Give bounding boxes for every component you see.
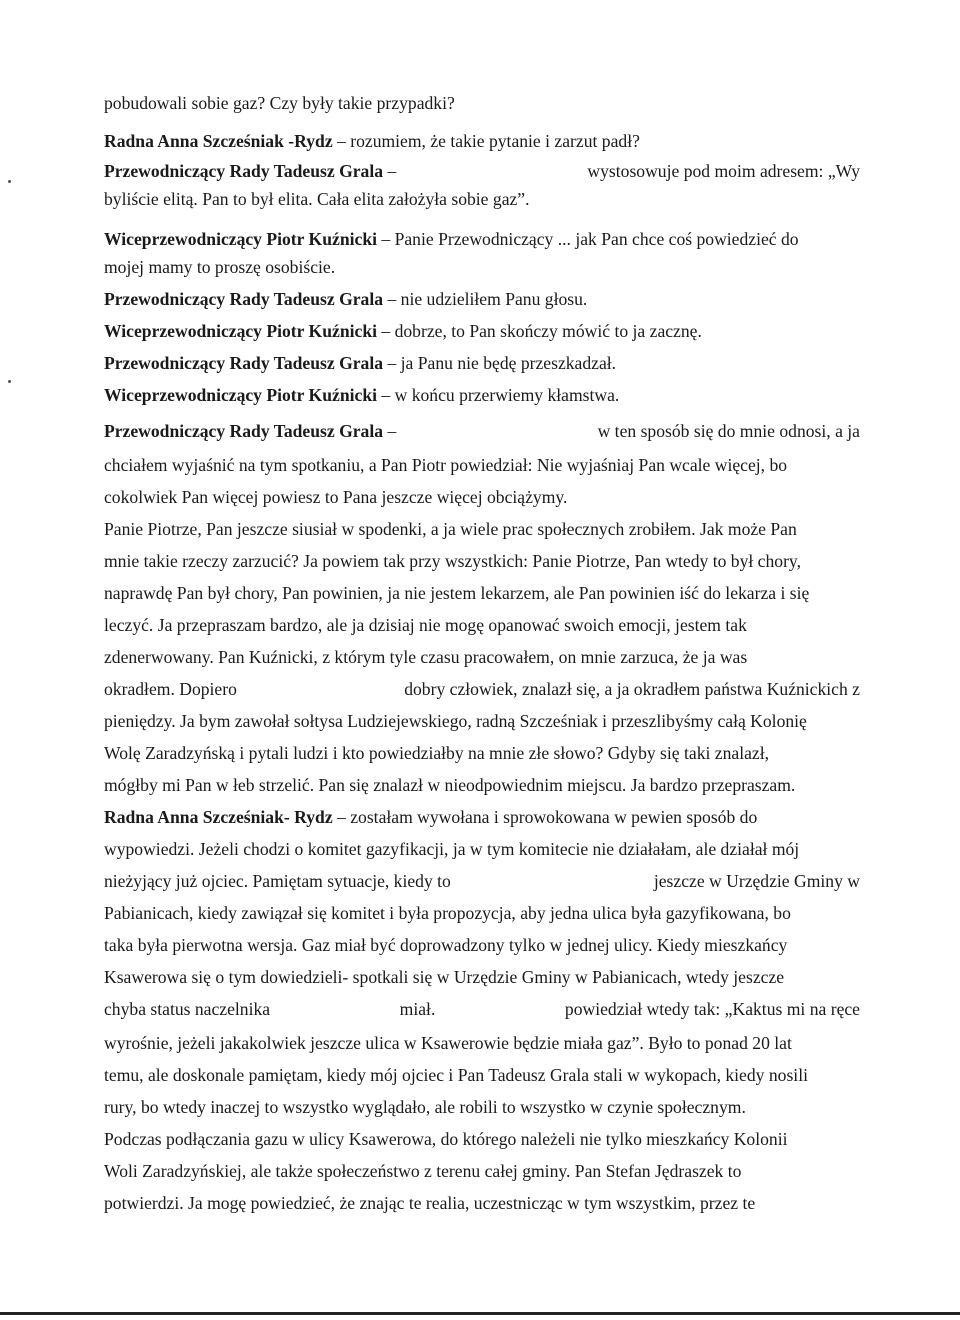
text-line — [104, 518, 860, 540]
speaker-name: Radna Anna Szcześniak- Rydz — [104, 807, 338, 827]
line-text: Wolę Zaradzyńską i pytali ludzi i kto powiedziałby na mnie złe słowo? Gdyby się taki znalazł, — [104, 743, 769, 763]
line-text: chciałem wyjaśnić na tym spotkaniu, a Pan Piotr powiedział: Nie wyjaśniaj Pan wcale więcej, bo — [104, 455, 788, 475]
line-text: mnie takie rzeczy zarzucić? Ja powiem tak przy wszystkich: Panie Piotrze, Pan wtedy to był chory, — [104, 551, 801, 571]
line-text: Ksawerowa się o tym dowiedzieli- spotkali się w Urzędzie Gminy w Pabianicach, wtedy jeszcze — [104, 967, 785, 987]
text-line — [104, 454, 860, 476]
text-line — [104, 320, 860, 342]
speaker-name: Przewodniczący Rady Tadeusz Grala — [104, 161, 388, 181]
line-segment: wystosowuje pod moim adresem: „Wy — [587, 161, 860, 181]
line-text: byliście elitą. Pan to był elita. Cała elita założyła sobie gaz”. — [104, 189, 530, 209]
line-segment: dobry człowiek, znalazł się, a ja okradłem państwa Kuźnickich z — [404, 679, 860, 699]
text-line — [104, 870, 860, 892]
line-text: zdenerwowany. Pan Kuźnicki, z którym tyle czasu pracowałem, on mnie zarzuca, że ja was — [104, 647, 748, 667]
line-segment: nieżyjący już ojciec. Pamiętam sytuacje, kiedy to — [104, 871, 451, 891]
line-text: Podczas podłączania gazu w ulicy Ksawerowa, do którego należeli nie tylko mieszkańcy Kolonii — [104, 1129, 788, 1149]
line-text: Panie Piotrze, Pan jeszcze siusiał w spodenki, a ja wiele prac społecznych zrobiłem. Jak może Pan — [104, 519, 797, 539]
text-line — [104, 1096, 860, 1118]
speaker-name: Radna Anna Szcześniak -Rydz — [104, 131, 338, 151]
text-line — [104, 288, 860, 310]
line-text: – w końcu przerwiemy kłamstwa. — [381, 385, 620, 405]
text-line — [104, 998, 860, 1020]
line-text: pobudowali sobie gaz? Czy były takie przypadki? — [104, 93, 455, 113]
line-segment: jeszcze w Urzędzie Gminy w — [653, 871, 860, 891]
speaker-name: Wiceprzewodniczący Piotr Kuźnicki — [104, 321, 382, 341]
text-line — [104, 92, 860, 114]
text-line — [104, 934, 860, 956]
text-line — [104, 1064, 860, 1086]
line-segment: chyba status naczelnika — [104, 999, 271, 1019]
line-text: rury, bo wtedy inaczej to wszystko wyglądało, ale robili to wszystko w czynie społecznym. — [104, 1097, 746, 1117]
line-text: – nie udzieliłem Panu głosu. — [387, 289, 588, 309]
text-line — [104, 742, 860, 764]
text-line — [104, 1160, 860, 1182]
text-line — [104, 160, 860, 182]
speaker-name: Przewodniczący Rady Tadeusz Grala — [104, 421, 388, 441]
text-line — [104, 256, 860, 278]
line-text: naprawdę Pan był chory, Pan powinien, ja nie jestem lekarzem, ale Pan powinien iść do lekarza i się — [104, 583, 810, 603]
speaker-name: Przewodniczący Rady Tadeusz Grala — [104, 353, 388, 373]
text-line — [104, 228, 860, 250]
text-line — [104, 710, 860, 732]
text-line — [104, 966, 860, 988]
line-text: cokolwiek Pan więcej powiesz to Pana jeszcze więcej obciążymy. — [104, 487, 568, 507]
text-line — [104, 838, 860, 860]
text-line — [104, 1192, 860, 1214]
line-text: mojej mamy to proszę osobiście. — [104, 257, 336, 277]
line-text: – dobrze, to Pan skończy mówić to ja zacznę. — [381, 321, 702, 341]
text-line — [104, 678, 860, 700]
line-text: pieniędzy. Ja bym zawołał sołtysa Ludziejewskiego, radną Szcześniak i przeszlibyśmy całą Kolonię — [104, 711, 807, 731]
line-text: potwierdzi. Ja mogę powiedzieć, że znając te realia, uczestnicząc w tym wszystkim, przez te — [104, 1193, 756, 1213]
line-text: Pabianicach, kiedy zawiązał się komitet i była propozycja, aby jedna ulica była gazyfikowana, bo — [104, 903, 791, 923]
line-segment: okradłem. Dopiero — [104, 679, 237, 699]
text-line — [104, 130, 860, 152]
line-segment: powiedział wtedy tak: „Kaktus mi na ręce — [564, 999, 860, 1019]
text-line — [104, 646, 860, 668]
scan-speck — [8, 380, 11, 383]
page-bottom-rule — [0, 1312, 960, 1315]
speaker-name: Wiceprzewodniczący Piotr Kuźnicki — [104, 385, 382, 405]
text-line — [104, 806, 860, 828]
line-segment: miał. — [399, 999, 436, 1019]
text-line — [104, 420, 860, 442]
line-text: taka była pierwotna wersja. Gaz miał być doprowadzony tylko w jednej ulicy. Kiedy mieszkańcy — [104, 935, 788, 955]
line-text: Woli Zaradzyńskiej, ale także społeczeństwo z terenu całej gminy. Pan Stefan Jędraszek to — [104, 1161, 742, 1181]
line-text: wyrośnie, jeżeli jakakolwiek jeszcze ulica w Ksawerowie będzie miała gaz”. Było to ponad 20 lat — [104, 1033, 792, 1053]
text-line — [104, 486, 860, 508]
line-text: – zostałam wywołana i sprowokowana w pewien sposób do — [337, 807, 758, 827]
line-text: temu, ale doskonale pamiętam, kiedy mój ojciec i Pan Tadeusz Grala stali w wykopach, kiedy nosili — [104, 1065, 808, 1085]
text-line — [104, 1032, 860, 1054]
line-text: leczyć. Ja przepraszam bardzo, ale ja dzisiaj nie mogę opanować swoich emocji, jestem tak — [104, 615, 747, 635]
speaker-name: Przewodniczący Rady Tadeusz Grala — [104, 289, 388, 309]
speaker-name: Wiceprzewodniczący Piotr Kuźnicki — [104, 229, 382, 249]
line-segment: w ten sposób się do mnie odnosi, a ja — [597, 421, 860, 441]
line-segment: Przewodniczący Rady Tadeusz Grala – — [104, 161, 397, 181]
text-line — [104, 902, 860, 924]
scan-speck — [8, 180, 11, 183]
line-text: mógłby mi Pan w łeb strzelić. Pan się znalazł w nieodpowiednim miejscu. Ja bardzo przepraszam. — [104, 775, 796, 795]
line-text: wypowiedzi. Jeżeli chodzi o komitet gazyfikacji, ja w tym komitecie nie działałam, ale działał mój — [104, 839, 800, 859]
text-line — [104, 188, 860, 210]
text-line — [104, 582, 860, 604]
text-line — [104, 384, 860, 406]
text-line — [104, 352, 860, 374]
line-text: – ja Panu nie będę przeszkadzał. — [387, 353, 617, 373]
text-line — [104, 614, 860, 636]
line-segment: Przewodniczący Rady Tadeusz Grala – — [104, 421, 397, 441]
text-line — [104, 1128, 860, 1150]
text-line — [104, 774, 860, 796]
line-text: – rozumiem, że takie pytanie i zarzut padł? — [337, 131, 640, 151]
line-text: – Panie Przewodniczący ... jak Pan chce coś powiedzieć do — [381, 229, 799, 249]
text-line — [104, 550, 860, 572]
